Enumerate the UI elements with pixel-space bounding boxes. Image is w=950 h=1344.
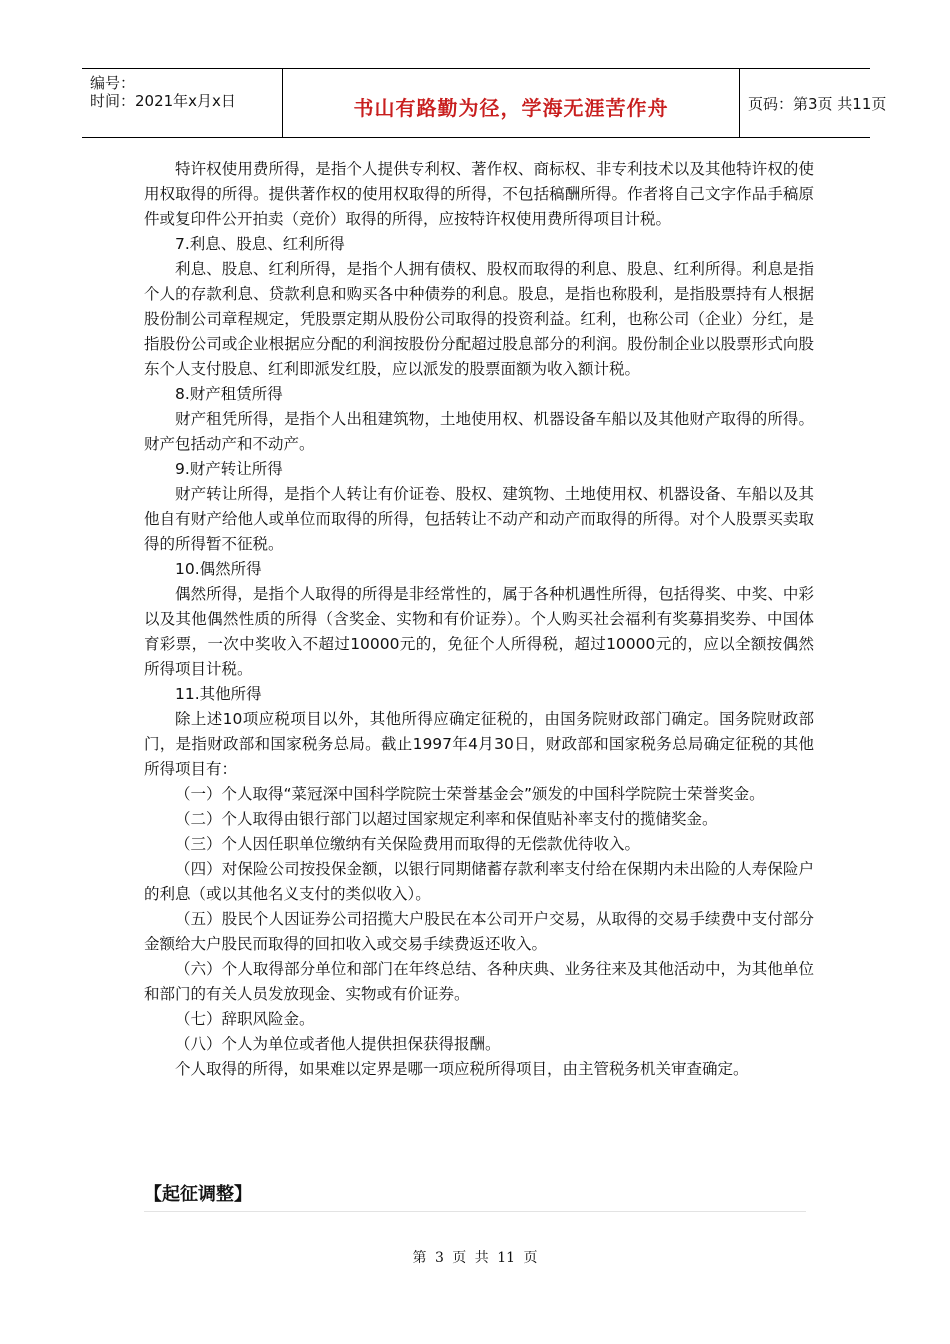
header-page-info: 页码：第3页 共11页 — [748, 95, 887, 113]
paragraph: 财产租凭所得，是指个人出租建筑物，土地使用权、机器设备车船以及其他财产取得的所得。财产包括动产和不动产。 — [144, 410, 814, 453]
document-body — [144, 157, 814, 1082]
item-heading: 10.偶然所得 — [175, 560, 262, 578]
paragraph: 偶然所得，是指个人取得的所得是非经常性的，属于各种机遇性所得，包括得奖、中奖、中彩以及其他偶然性质的所得（含奖金、实物和有价证券）。个人购买社会福利有奖募捐奖券、中国体育彩票，一次中奖收入不超过10000元的，免征个人所得税，超过10000元的，应以全额按偶然所得项目计税。 — [144, 585, 814, 678]
item-heading: 11.其他所得 — [175, 685, 262, 703]
item-heading: 7.利息、股息、红利所得 — [175, 235, 345, 253]
section-divider — [144, 1211, 806, 1212]
page-header — [82, 68, 887, 138]
list-item: （三）个人因任职单位缴纳有关保险费用而取得的无偿款优待收入。 — [175, 835, 641, 853]
list-item: （八）个人为单位或者他人提供担保获得报酬。 — [175, 1035, 501, 1053]
date-label: 时间：2021年x月x日 — [90, 92, 236, 110]
header-page-cell — [740, 69, 887, 137]
paragraph: 特许权使用费所得，是指个人提供专利权、著作权、商标权、非专利技术以及其他特许权的使用权取得的所得。提供著作权的使用权取得的所得，不包括稿酬所得。作者将自己文字作品手稿原件或复印件公开拍卖（竞价）取得的所得，应按特许权使用费所得项目计税。 — [144, 160, 814, 228]
list-item: （一）个人取得“菜冠深中国科学院院士荣誉基金会”颁发的中国科学院院士荣誉奖金。 — [175, 785, 765, 803]
item-heading: 8.财产租赁所得 — [175, 385, 283, 403]
paragraph: 财产转让所得，是指个人转让有价证卷、股权、建筑物、土地使用权、机器设备、车船以及其他自有财产给他人或单位而取得的所得，包括转让不动产和动产而取得的所得。对个人股票买卖取得的所得暂不征税。 — [144, 485, 814, 553]
paragraph: 利息、股息、红利所得，是指个人拥有债权、股权而取得的利息、股息、红利所得。利息是指个人的存款利息、贷款利息和购买各中种债券的利息。股息，是指也称股利，是指股票持有人根据股份制公司章程规定，凭股票定期从股份公司取得的投资利益。红利，也称公司（企业）分红，是指股份公司或企业根据应分配的利润按股份分配超过股息部分的利润。股份制企业以股票形式向股东个人支付股息、红利即派发红股，应以派发的股票面额为收入额计税。 — [144, 260, 814, 378]
section-title: 【起征调整】 — [144, 1184, 252, 1205]
paragraph: 个人取得的所得，如果难以定界是哪一项应税所得项目，由主管税务机关审查确定。 — [175, 1060, 749, 1078]
header-meta-cell — [82, 69, 282, 137]
paragraph: 除上述10项应税项目以外，其他所得应确定征税的，由国务院财政部门确定。国务院财政部门，是指财政部和国家税务总局。截止1997年4月30日，财政部和国家税务总局确定征税的其他所得项目有： — [144, 710, 814, 778]
item-heading: 9.财产转让所得 — [175, 460, 283, 478]
serial-label: 编号： — [90, 74, 136, 92]
list-item: （二）个人取得由银行部门以超过国家规定利率和保值贴补率支付的揽储奖金。 — [175, 810, 718, 828]
list-item: （五）股民个人因证券公司招揽大户股民在本公司开户交易，从取得的交易手续费中支付部分金额给大户股民而取得的回扣收入或交易手续费返还收入。 — [144, 910, 814, 953]
list-item: （七）辞职风险金。 — [175, 1010, 315, 1028]
list-item: （六）个人取得部分单位和部门在年终总结、各种庆典、业务往来及其他活动中，为其他单位和部门的有关人员发放现金、实物或有价证券。 — [144, 960, 814, 1003]
list-item: （四）对保险公司按投保金额，以银行同期储蓄存款利率支付给在保期内未出险的人寿保险户的利息（或以其他名义支付的类似收入）。 — [144, 860, 814, 903]
page-footer: 第 3 页 共 11 页 — [412, 1250, 538, 1266]
header-motto-cell — [282, 69, 740, 137]
header-motto: 书山有路勤为径，学海无涯苦作舟 — [353, 96, 669, 120]
